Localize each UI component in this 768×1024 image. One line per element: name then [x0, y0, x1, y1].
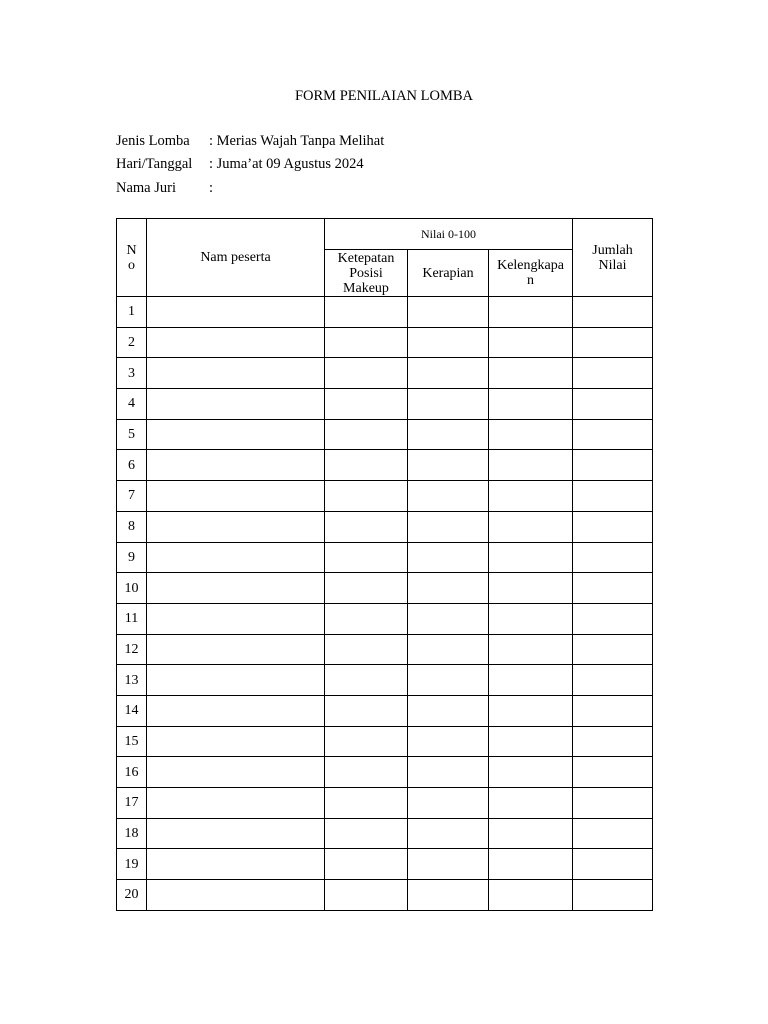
cell-kelengkapan[interactable] — [489, 726, 573, 757]
header-name: Nam peserta — [147, 219, 325, 297]
cell-kelengkapan[interactable] — [489, 603, 573, 634]
cell-ketepatan[interactable] — [325, 880, 408, 911]
cell-ketepatan[interactable] — [325, 695, 408, 726]
cell-kelengkapan[interactable] — [489, 573, 573, 604]
cell-ketepatan[interactable] — [325, 327, 408, 358]
cell-total[interactable] — [573, 297, 653, 328]
table-row — [117, 880, 653, 911]
cell-kelengkapan[interactable] — [489, 695, 573, 726]
info-label: Hari/Tanggal — [116, 156, 193, 172]
cell-ketepatan[interactable] — [325, 450, 408, 481]
header-score-group: Nilai 0-100 — [325, 219, 573, 250]
cell-kerapian[interactable] — [408, 481, 489, 512]
info-row-jenis-lomba — [116, 131, 384, 151]
cell-kelengkapan[interactable] — [489, 481, 573, 512]
cell-name[interactable] — [147, 726, 325, 757]
cell-kelengkapan[interactable] — [489, 327, 573, 358]
cell-total[interactable] — [573, 511, 653, 542]
table-row — [117, 542, 653, 573]
cell-total[interactable] — [573, 481, 653, 512]
table-row — [117, 358, 653, 389]
cell-ketepatan[interactable] — [325, 419, 408, 450]
row-number: 10 — [117, 573, 147, 604]
cell-name[interactable] — [147, 695, 325, 726]
table-row — [117, 634, 653, 665]
row-number: 20 — [117, 880, 147, 911]
cell-kelengkapan[interactable] — [489, 757, 573, 788]
cell-kerapian[interactable] — [408, 419, 489, 450]
table-row — [117, 726, 653, 757]
info-value: : Juma’at 09 Agustus 2024 — [209, 156, 364, 172]
table-row — [117, 603, 653, 634]
table-row — [117, 695, 653, 726]
cell-total[interactable] — [573, 542, 653, 573]
header-total: Jumlah Nilai — [573, 219, 653, 297]
table-row — [117, 389, 653, 420]
cell-kelengkapan[interactable] — [489, 849, 573, 880]
row-number: 7 — [117, 481, 147, 512]
cell-kerapian[interactable] — [408, 880, 489, 911]
info-value: : Merias Wajah Tanpa Melihat — [209, 133, 385, 149]
row-number: 5 — [117, 419, 147, 450]
cell-kerapian[interactable] — [408, 297, 489, 328]
cell-ketepatan[interactable] — [325, 757, 408, 788]
info-value: : — [209, 180, 214, 196]
cell-ketepatan[interactable] — [325, 603, 408, 634]
cell-total[interactable] — [573, 757, 653, 788]
cell-ketepatan[interactable] — [325, 511, 408, 542]
info-row-hari-tanggal — [116, 154, 364, 174]
cell-name[interactable] — [147, 603, 325, 634]
cell-kelengkapan[interactable] — [489, 419, 573, 450]
cell-kelengkapan[interactable] — [489, 450, 573, 481]
row-number: 8 — [117, 511, 147, 542]
cell-kelengkapan[interactable] — [489, 297, 573, 328]
cell-total[interactable] — [573, 788, 653, 819]
table-row — [117, 297, 653, 328]
table-row — [117, 327, 653, 358]
cell-total[interactable] — [573, 327, 653, 358]
cell-name[interactable] — [147, 818, 325, 849]
cell-kerapian[interactable] — [408, 665, 489, 696]
cell-name[interactable] — [147, 297, 325, 328]
cell-total[interactable] — [573, 603, 653, 634]
cell-ketepatan[interactable] — [325, 818, 408, 849]
cell-kerapian[interactable] — [408, 634, 489, 665]
cell-name[interactable] — [147, 573, 325, 604]
cell-total[interactable] — [573, 389, 653, 420]
row-number: 13 — [117, 665, 147, 696]
cell-name[interactable] — [147, 788, 325, 819]
cell-ketepatan[interactable] — [325, 542, 408, 573]
table-row — [117, 849, 653, 880]
cell-kerapian[interactable] — [408, 327, 489, 358]
cell-kerapian[interactable] — [408, 695, 489, 726]
cell-kerapian[interactable] — [408, 573, 489, 604]
cell-ketepatan[interactable] — [325, 634, 408, 665]
row-number: 19 — [117, 849, 147, 880]
row-number: 2 — [117, 327, 147, 358]
row-number: 11 — [117, 603, 147, 634]
cell-kerapian[interactable] — [408, 818, 489, 849]
row-number: 1 — [117, 297, 147, 328]
cell-ketepatan[interactable] — [325, 665, 408, 696]
table-row — [117, 788, 653, 819]
cell-name[interactable] — [147, 419, 325, 450]
cell-kelengkapan[interactable] — [489, 542, 573, 573]
info-label: Nama Juri — [116, 180, 176, 196]
cell-kelengkapan[interactable] — [489, 788, 573, 819]
cell-name[interactable] — [147, 327, 325, 358]
cell-kelengkapan[interactable] — [489, 634, 573, 665]
cell-name[interactable] — [147, 389, 325, 420]
cell-kelengkapan[interactable] — [489, 880, 573, 911]
cell-ketepatan[interactable] — [325, 389, 408, 420]
cell-kerapian[interactable] — [408, 603, 489, 634]
table-row — [117, 450, 653, 481]
cell-kerapian[interactable] — [408, 788, 489, 819]
cell-kerapian[interactable] — [408, 849, 489, 880]
info-label: Jenis Lomba — [116, 133, 190, 149]
cell-total[interactable] — [573, 450, 653, 481]
cell-total[interactable] — [573, 818, 653, 849]
cell-name[interactable] — [147, 450, 325, 481]
row-number: 3 — [117, 358, 147, 389]
cell-ketepatan[interactable] — [325, 481, 408, 512]
cell-kerapian[interactable] — [408, 511, 489, 542]
cell-name[interactable] — [147, 665, 325, 696]
cell-kerapian[interactable] — [408, 389, 489, 420]
cell-name[interactable] — [147, 880, 325, 911]
cell-name[interactable] — [147, 542, 325, 573]
cell-total[interactable] — [573, 419, 653, 450]
cell-name[interactable] — [147, 757, 325, 788]
cell-kelengkapan[interactable] — [489, 389, 573, 420]
cell-kerapian[interactable] — [408, 450, 489, 481]
form-title: FORM PENILAIAN LOMBA — [294, 88, 474, 104]
cell-total[interactable] — [573, 695, 653, 726]
cell-kelengkapan[interactable] — [489, 358, 573, 389]
cell-total[interactable] — [573, 665, 653, 696]
cell-total[interactable] — [573, 880, 653, 911]
score-table — [116, 218, 653, 911]
row-number: 17 — [117, 788, 147, 819]
cell-kelengkapan[interactable] — [489, 818, 573, 849]
cell-total[interactable] — [573, 726, 653, 757]
cell-kelengkapan[interactable] — [489, 511, 573, 542]
row-number: 14 — [117, 695, 147, 726]
cell-kerapian[interactable] — [408, 542, 489, 573]
row-number: 12 — [117, 634, 147, 665]
cell-total[interactable] — [573, 358, 653, 389]
row-number: 9 — [117, 542, 147, 573]
cell-ketepatan[interactable] — [325, 297, 408, 328]
cell-name[interactable] — [147, 634, 325, 665]
table-row — [117, 757, 653, 788]
cell-total[interactable] — [573, 849, 653, 880]
cell-total[interactable] — [573, 573, 653, 604]
table-row — [117, 419, 653, 450]
table-row — [117, 818, 653, 849]
row-number: 16 — [117, 757, 147, 788]
table-row — [117, 573, 653, 604]
row-number: 4 — [117, 389, 147, 420]
cell-kerapian[interactable] — [408, 757, 489, 788]
cell-name[interactable] — [147, 358, 325, 389]
table-row — [117, 481, 653, 512]
header-kelengkapan: Kelengkapa n — [489, 250, 573, 297]
header-ketepatan: Ketepatan Posisi Makeup — [325, 250, 408, 297]
row-number: 18 — [117, 818, 147, 849]
cell-kelengkapan[interactable] — [489, 665, 573, 696]
cell-kerapian[interactable] — [408, 726, 489, 757]
cell-name[interactable] — [147, 481, 325, 512]
cell-name[interactable] — [147, 511, 325, 542]
cell-kerapian[interactable] — [408, 358, 489, 389]
cell-ketepatan[interactable] — [325, 849, 408, 880]
cell-ketepatan[interactable] — [325, 788, 408, 819]
cell-total[interactable] — [573, 634, 653, 665]
cell-name[interactable] — [147, 849, 325, 880]
table-row — [117, 511, 653, 542]
cell-ketepatan[interactable] — [325, 573, 408, 604]
table-row — [117, 665, 653, 696]
row-number: 6 — [117, 450, 147, 481]
info-row-nama-juri — [116, 178, 213, 198]
header-no: N o — [117, 219, 147, 297]
cell-ketepatan[interactable] — [325, 726, 408, 757]
cell-ketepatan[interactable] — [325, 358, 408, 389]
header-kerapian: Kerapian — [408, 250, 489, 297]
row-number: 15 — [117, 726, 147, 757]
